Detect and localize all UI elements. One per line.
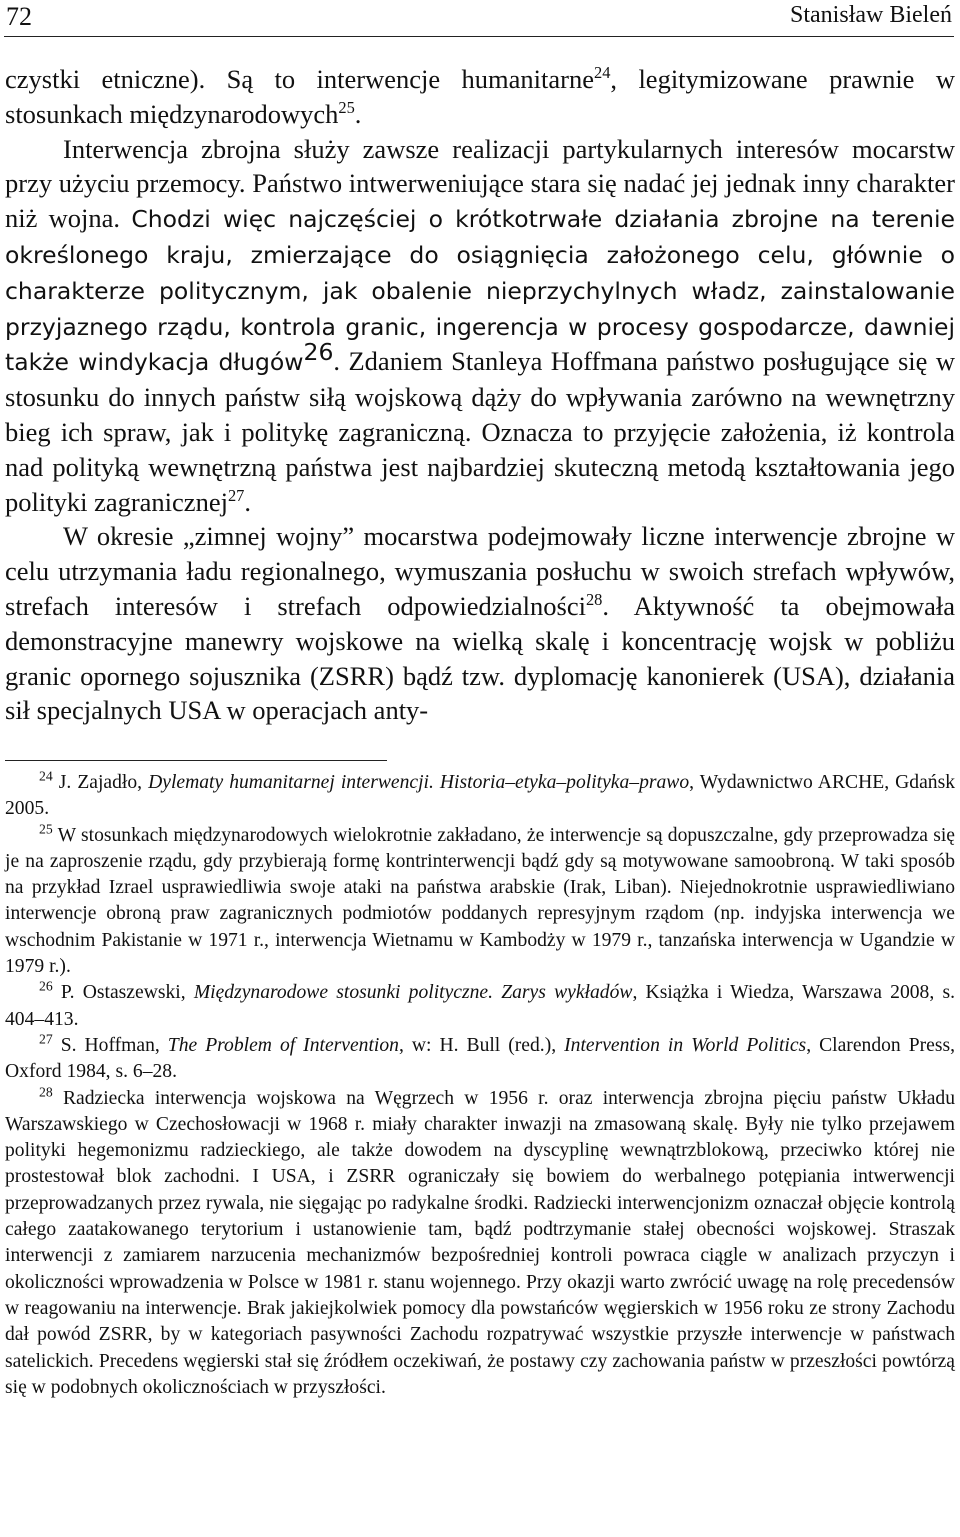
footnote-28 [5, 1086, 955, 1402]
footnote-ref-27[interactable]: 27 [227, 485, 245, 505]
footnote-text: S. Hoffman, [52, 1034, 168, 1056]
main-text [5, 62, 955, 728]
footnote-ref-26[interactable]: 26 [303, 338, 334, 367]
footnote-number: 26 [39, 978, 53, 994]
text-run: , legitymizowane prawnie w stosunkach międzynarodowych [5, 64, 955, 129]
page-header [4, 0, 954, 37]
text-run: . [354, 98, 362, 129]
footnote-27 [5, 1033, 955, 1086]
paragraph-3 [5, 519, 955, 728]
text-run: Interwencja zbrojna służy zawsze realizacji partykularnych interesów mocarstw przy użyciu przemocy. Państwo intwerweniujące stara się nadać jej jednak inny charakter niż wojna. [5, 133, 955, 234]
footnote-ref-25[interactable]: 25 [338, 97, 355, 117]
footnote-title-italic: Intervention in World Politics [564, 1034, 807, 1056]
footnote-text: , w: H. Bull (red.), [398, 1034, 565, 1056]
footnote-text: W stosunkach międzynarodowych wielokrotnie zakładano, że interwencje są dopuszczalne, gdy przeprowadza się je na zaproszenie rządu, gdy przybierają formę kontrinterwencji bądź gdy są motywowane samoobroną. W taki sposób na przykład Izrael usprawiedliwia swoje ataki na państwa arabskie (Irak, Liban). Niejednokrotnie usprawiedliwiano interwencje obroną praw zagranicznych podmiotów poddanych represyjnym rządom (np. indyjska interwencja we wschodnim Pakistanie w 1971 r., interwencja Wietnamu w Kambodży w 1979 r., tanzańska interwencja w Ugandzie w 1979 r.). [5, 824, 955, 978]
footnote-number: 27 [39, 1031, 53, 1047]
footnote-text: , Książka i Wiedza, Warszawa 2008, s. 404–413. [5, 982, 955, 1030]
text-run: czystki etniczne). Są to interwencje humanitarne [5, 64, 594, 94]
text-run: . Zdaniem Stanleya Hoffmana państwo posługujące się w stosunku do innych państw siłą wojskową dąży do wpływania zarówno na wewnętrzny bieg ich spraw, jak i politykę zagraniczną. Oznacza to przyjęcie założenia, iż kontrola nad polityką wewnętrzną państwa jest najbardziej skuteczną metodą kształtowania jego polityki zagranicznej [5, 346, 955, 517]
footnotes [5, 770, 955, 1401]
footnote-number: 25 [39, 821, 53, 837]
footnote-text: J. Zajadło, [52, 772, 149, 793]
footnote-number: 28 [39, 1084, 53, 1100]
footnote-text: P. Ostaszewski, [52, 982, 194, 1004]
text-run: . [244, 486, 251, 517]
footnote-26 [5, 980, 955, 1033]
text-run: W okresie „zimnej wojny” mocarstwa podejmowały liczne interwencje zbrojne w celu utrzymania ładu regionalnego, wymuszania posłuchu w swoich strefach wpływów, strefach interesów i strefach odpowiedzialności [5, 521, 955, 621]
footnote-separator [5, 760, 387, 761]
footnote-title-italic: Dylematy humanitarnej interwencji. Historia–etyka–polityka–prawo [148, 772, 690, 793]
footnote-number: 24 [39, 768, 53, 784]
footnote-title-italic: The Problem of Intervention [167, 1034, 399, 1056]
footnote-ref-24[interactable]: 24 [593, 63, 611, 83]
running-head-author: Stanisław Bieleń [790, 2, 952, 28]
footnote-24 [5, 770, 955, 823]
paragraph-2 [5, 132, 955, 520]
paragraph-1 [5, 62, 955, 132]
text-run: . Aktywność ta obejmowała demonstracyjne manewry wojskowe na wielką skalę i koncentrację wojsk w pobliżu granic opornego sojusznika (ZSRR) bądź tzw. dyplomację kanonierek (USA), działania sił specjalnych USA w operacjach anty- [5, 590, 955, 726]
footnote-text: Radziecka interwencja wojskowa na Węgrzech w 1956 r. oraz interwencja zbrojna pięciu państw Układu Warszawskiego w Czechosłowacji w 1968 r. miały charakter inwazji na zmasowaną skalę. Były nie tylko przejawem polityki hegemonizmu radzieckiego, ale także dowodem na dyscyplinę wewnątrzblokową, przeciwko której nie prostestował blok zachodni. I USA, i ZSRR ograniczały się bowiem do werbalnego potępiania intwerwencji przeprowadzanych przez rywala, nie sięgając po radykalne środki. Radziecki interwencjonizm oznaczał objęcie kontrolą całego zaatakowanego terytorium i ustanowienie tam, bądź podtrzymanie stałej obecności wojskowej. Straszak interwencji z zamiarem narzucenia mechanizmów bezpośredniej kontroli powraca ciągle w analizach przyczyn i okoliczności wprowadzenia w Polsce w 1981 r. stanu wojennego. Przy okazji warto zwrócić uwagę na rolę precedensów w reagowaniu na interwencje. Brak jakiejkolwiek pomocy dla powstańców węgierskich w 1956 roku ze strony Zachodu dał powód ZSRR, by w kategoriach pasywności Zachodu rozpatrywać wszystkie przyszłe interwencje w państwach satelickich. Precedens węgierski stał się źródłem oczekiwań, że postawy czy zachowania państw w przeszłości powtórzą się w podobnych okolicznościach w przyszłości. [5, 1087, 955, 1398]
text-run-sans: Chodzi więc najczęściej o krótkotrwałe działania zbrojne na terenie określonego kraju, zmierzające do osiągnięcia założonego celu, głównie o charakterze politycznym, jak obalenie nieprzychylnych władz, zainstalowanie przyjaznego rządu, kontrola granic, ingerencja w procesy gospodarcze, dawniej także windykacja długów [5, 205, 955, 377]
footnote-text: , Clarendon Press, Oxford 1984, s. 6–28. [5, 1034, 955, 1083]
page-number: 72 [6, 2, 32, 31]
footnote-text: , Wydawnictwo ARCHE, Gdańsk 2005. [5, 772, 955, 820]
footnote-title-italic: Międzynarodowe stosunki polityczne. Zarys wykładów [193, 982, 633, 1004]
footnote-25 [5, 823, 955, 981]
footnote-ref-28[interactable]: 28 [585, 590, 603, 610]
